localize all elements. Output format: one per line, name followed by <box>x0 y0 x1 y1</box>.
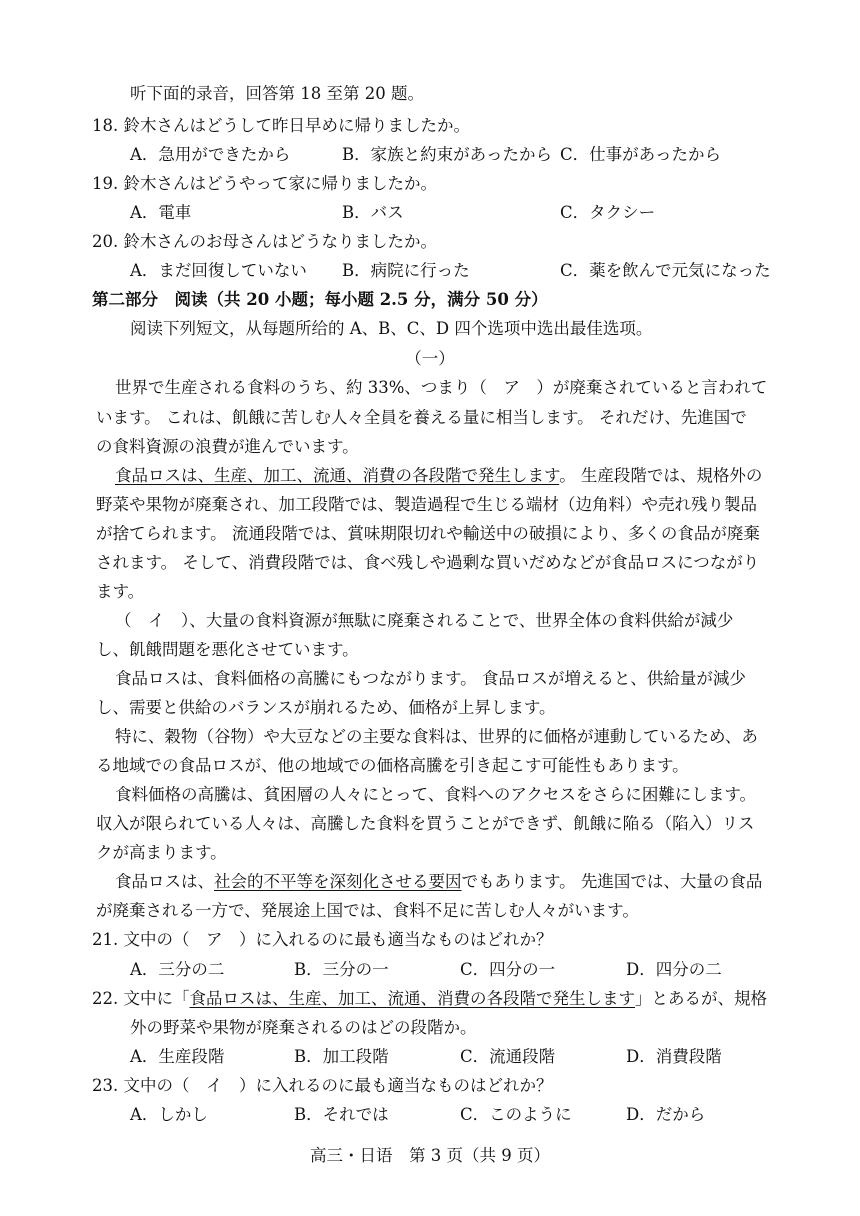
question-stem: 鈴木さんはどうして昨日早めに帰りましたか。 <box>123 116 470 135</box>
option-22-a: A．生産段階 <box>130 1047 225 1066</box>
passage-line: 食品ロスは、社会的不平等を深刻化させる要因でもあります。 先進国では、大量の食品 <box>115 872 763 891</box>
option-18-c: C．仕事があったから <box>560 145 721 164</box>
question-stem: 鈴木さんはどうやって家に帰りましたか。 <box>123 174 437 193</box>
option-23-d: D．だから <box>626 1105 706 1124</box>
passage-line: 食品ロスは、食料価格の高騰にもつながります。 食品ロスが増えると、供給量が減少 <box>115 669 746 688</box>
option-22-b: B．加工段階 <box>294 1047 389 1066</box>
passage-line: ます。 <box>96 582 145 601</box>
section-instructions: 阅读下列短文，从每题所给的 A、B、C、D 四个选项中选出最佳选项。 <box>130 319 653 338</box>
passage-line: 野菜や果物が廃棄され、加工段階では、製造過程で生じる端材（边角料）や売れ残り製品 <box>96 495 757 514</box>
passage-line: 食料価格の高騰は、貧困層の人々にとって、食料へのアクセスをさらに困難にします。 <box>115 785 757 804</box>
passage-line: 食品ロスは、生産、加工、流通、消費の各段階で発生します。 生産段階では、規格外の <box>115 466 763 485</box>
option-20-b: B．病院に行った <box>342 261 470 280</box>
passage-line: が捨てられます。 流通段階では、賞味期限切れや輸送中の破損により、多くの食品が廃棄 <box>96 524 760 543</box>
passage-line: が廃棄される一方で、発展途上国では、食料不足に苦しむ人々がいます。 <box>96 901 639 920</box>
option-19-a: A．電車 <box>130 203 192 222</box>
question-stem: 文中の（ イ ）に入れるのに最も適当なものはどれか？ <box>123 1076 553 1095</box>
passage-line: います。 これは、飢餓に苦しむ人々全員を養える量に相当します。 それだけ、先進国で <box>96 408 747 427</box>
passage-line: （ イ ）、大量の食料資源が無駄に廃棄されることで、世界全体の食料供給が減少 <box>115 611 734 630</box>
question-18 <box>92 112 470 136</box>
passage-line: し、飢餓問題を悪化させています。 <box>96 640 359 659</box>
option-21-b: B．三分の一 <box>294 960 389 979</box>
page-footer: 高三・日语 第 3 页（共 9 页） <box>310 1146 550 1165</box>
option-18-b: B．家族と約束があったから <box>342 145 552 164</box>
underlined-quote: 食品ロスは、生産、加工、流通、消費の各段階で発生します <box>189 989 635 1008</box>
option-18-a: A．急用ができたから <box>130 145 291 164</box>
option-20-a: A．まだ回復していない <box>130 261 307 280</box>
question-19 <box>92 170 437 194</box>
passage-line: の食料資源の浪費が進んでいます。 <box>96 437 359 456</box>
question-number: 23. <box>92 1076 119 1095</box>
option-21-c: C．四分の一 <box>460 960 556 979</box>
question-20 <box>92 228 437 252</box>
option-23-b: B．それでは <box>294 1105 389 1124</box>
question-number: 18. <box>92 116 119 135</box>
underlined-phrase: 社会的不平等を深刻化させる要因 <box>214 872 462 891</box>
option-23-a: A．しかし <box>130 1105 208 1124</box>
option-20-c: C．薬を飲んで元気になった <box>560 261 771 280</box>
option-21-a: A．三分の二 <box>130 960 225 979</box>
section-title: 第二部分 阅读（共 20 小题；每小题 2.5 分，满分 50 分） <box>92 290 548 309</box>
question-number: 20. <box>92 232 119 251</box>
option-22-d: D．消費段階 <box>626 1047 722 1066</box>
passage-line: 特に、穀物（谷物）や大豆などの主要な食料は、世界的に価格が連動しているため、あ <box>115 727 758 746</box>
question-22: 22. 文中に「食品ロスは、生産、加工、流通、消費の各段階で発生します」とあるが、規格 <box>92 989 767 1008</box>
passage-line: る地域での食品ロスが、他の地域での価格高騰を引き起こす可能性もあります。 <box>96 756 689 775</box>
question-stem: 鈴木さんのお母さんはどうなりましたか。 <box>123 232 437 251</box>
question-21 <box>92 926 553 950</box>
listening-intro: 听下面的录音，回答第 18 至第 20 题。 <box>130 84 424 103</box>
passage-line: されます。 そして、消費段階では、食べ残しや過剰な買いだめなどが食品ロスにつながり <box>96 553 760 572</box>
option-19-c: C．タクシー <box>560 203 656 222</box>
underlined-sentence: 食品ロスは、生産、加工、流通、消費の各段階で発生します <box>115 466 560 485</box>
option-21-d: D．四分の二 <box>626 960 722 979</box>
question-22-line2: 外の野菜や果物が廃棄されるのはどの段階か。 <box>130 1018 477 1037</box>
passage-line: クが高まります。 <box>96 843 227 862</box>
question-23 <box>92 1072 553 1096</box>
passage-line: 世界で生産される食料のうち、約 33%、つまり（ ア ）が廃棄されていると言われて <box>115 378 768 397</box>
passage-line: 収入が限られている人々は、高騰した食料を買うことができず、飢餓に陥る（陷入）リス <box>96 814 755 833</box>
option-23-c: C．このように <box>460 1105 572 1124</box>
option-22-c: C．流通段階 <box>460 1047 556 1066</box>
question-stem: 文中の（ ア ）に入れるのに最も適当なものはどれか？ <box>123 930 553 949</box>
passage-label: （一） <box>405 349 455 368</box>
question-number: 19. <box>92 174 119 193</box>
question-number: 22. <box>92 989 119 1008</box>
option-19-b: B．バス <box>342 203 404 222</box>
question-number: 21. <box>92 930 119 949</box>
passage-line: し、需要と供給のバランスが崩れるため、価格が上昇します。 <box>96 698 556 717</box>
